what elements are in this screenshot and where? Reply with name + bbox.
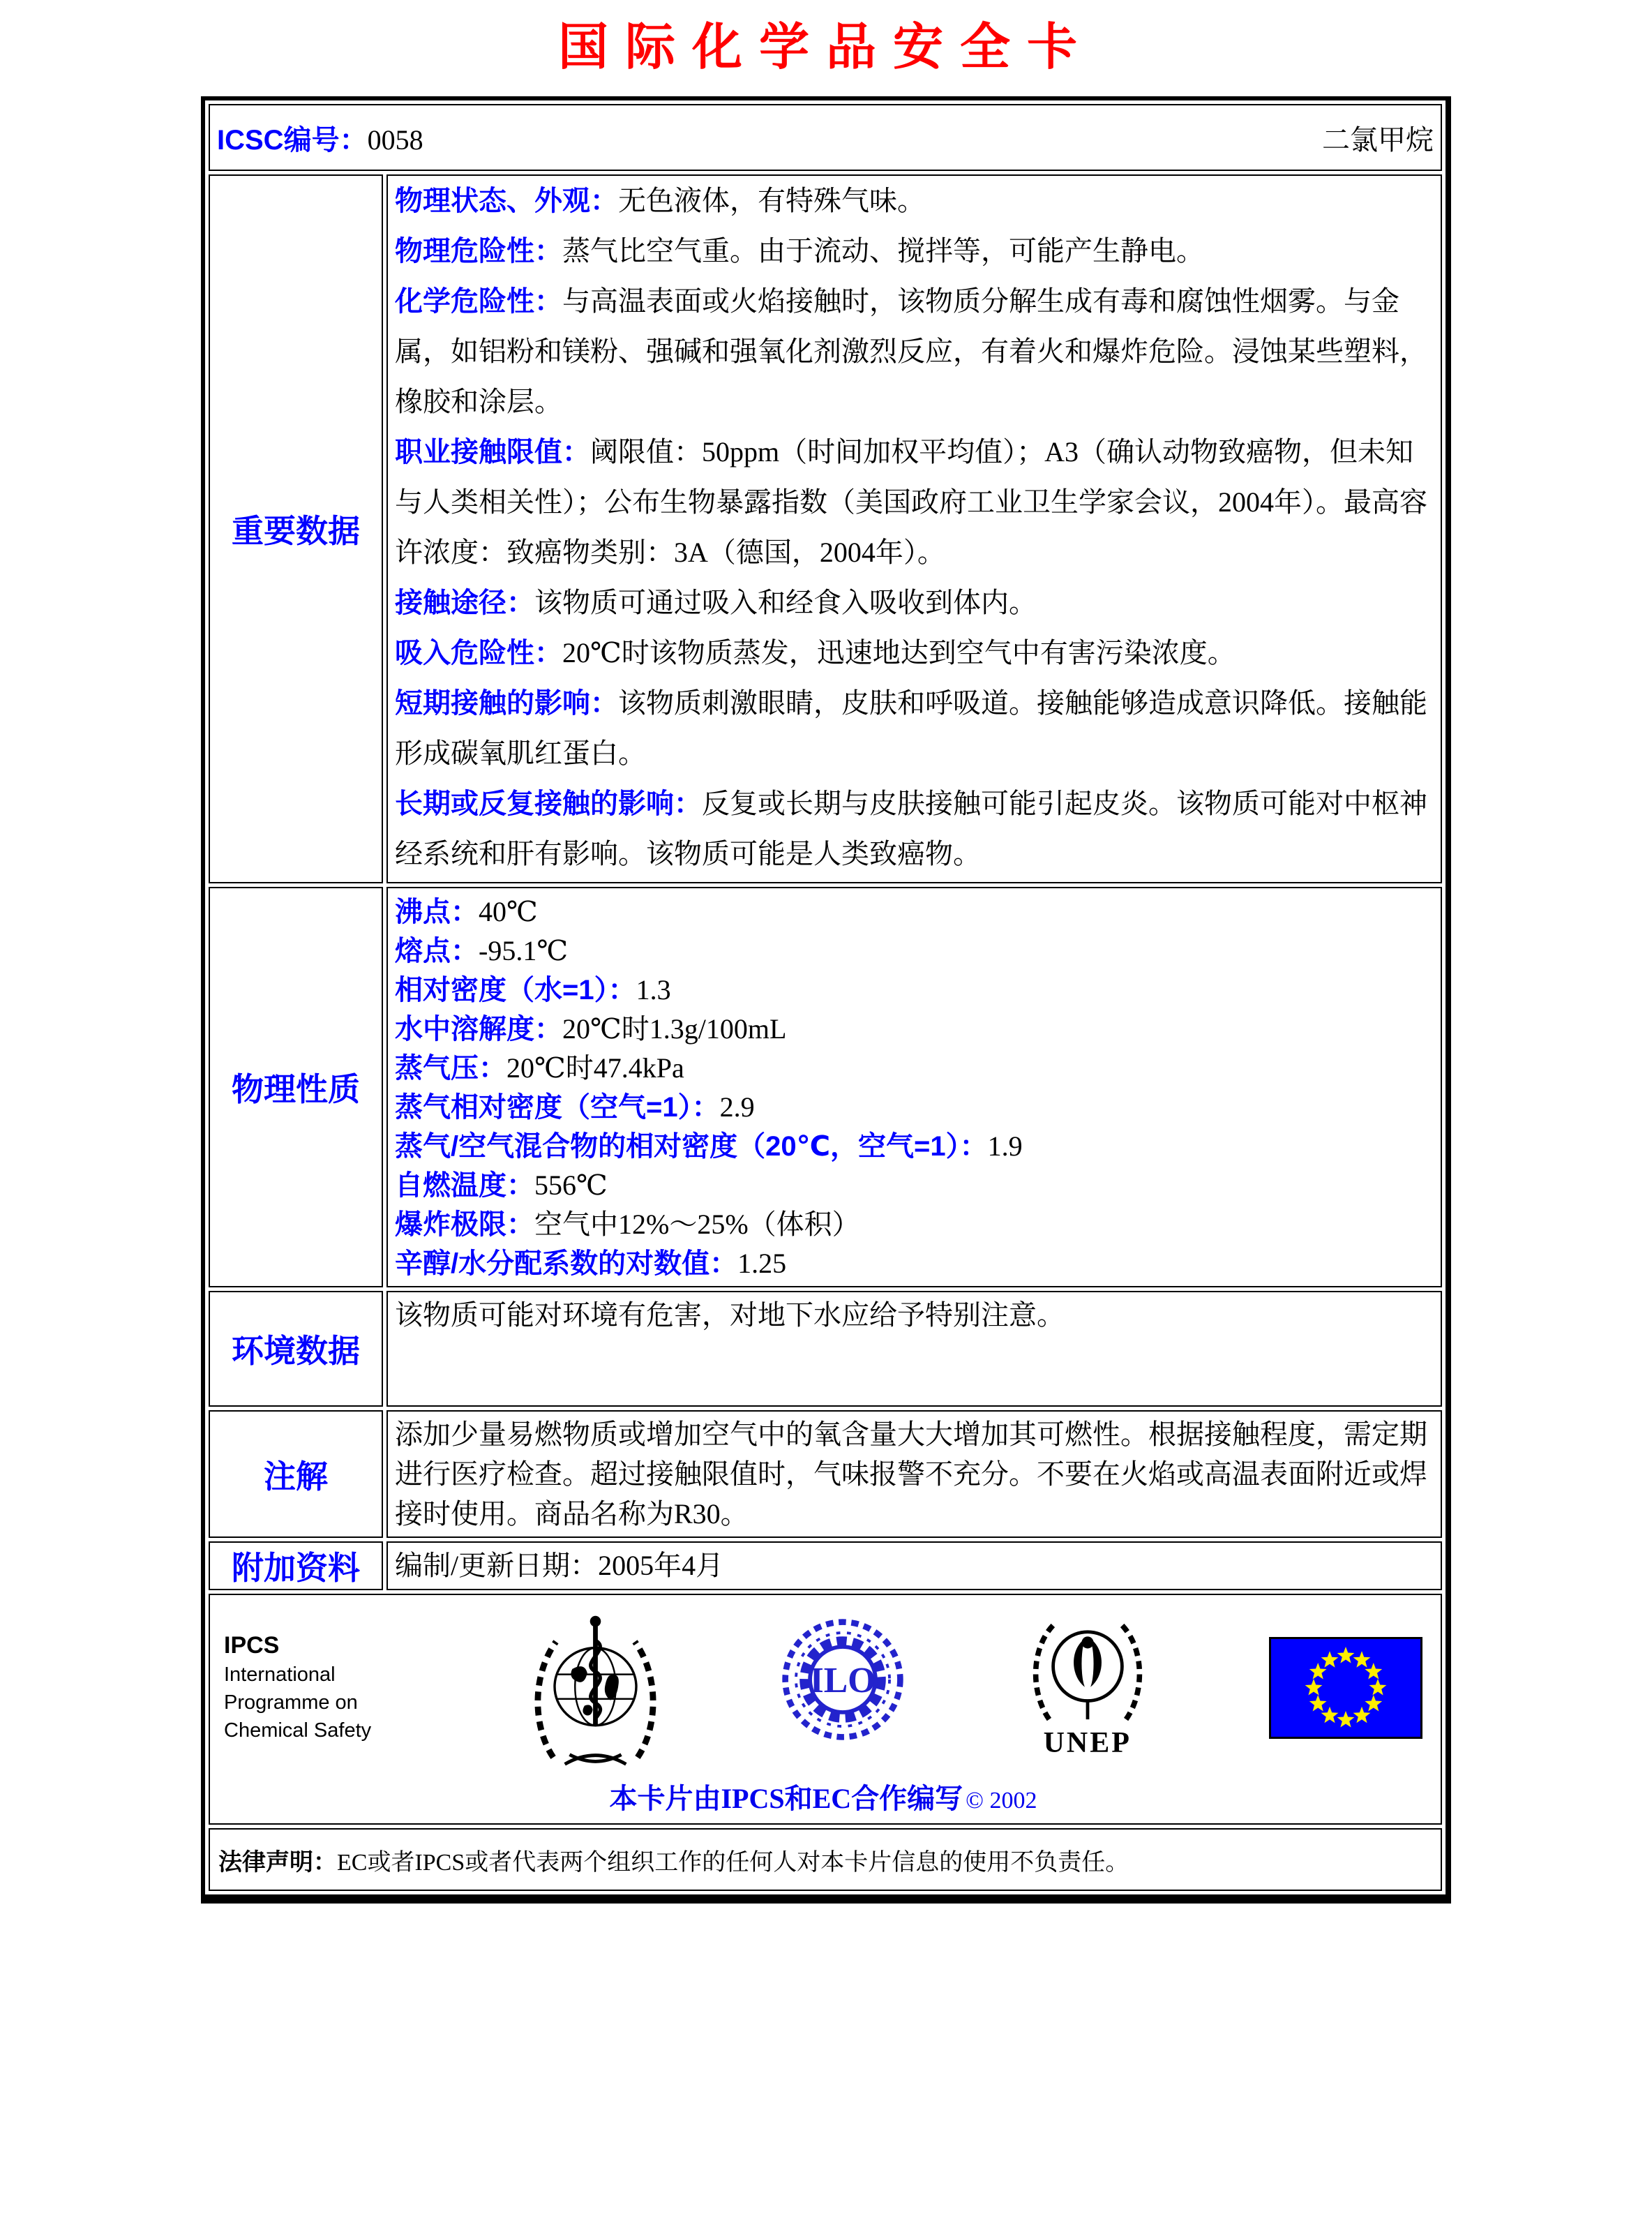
additional-info-content: 编制/更新日期：2005年4月 <box>386 1541 1442 1590</box>
property-vapor-air-mixture-density: 蒸气/空气混合物的相对密度（20℃，空气=1）：1.9 <box>395 1130 1023 1162</box>
data-item-occupational-limit: 职业接触限值：阈限值：50ppm（时间加权平均值）；A3（确认动物致癌物，但未知与人类相关性）；公布生物暴露指数（美国政府工业卫生学家会议，2004年）。最高容许浓度：致癌物类别：3A（德国，2004年）。 <box>395 436 1427 568</box>
icsc-card-page <box>0 17 1652 1904</box>
notes-row <box>209 1410 1442 1538</box>
unep-block <box>1021 1608 1154 1759</box>
page-title: 国际化学品安全卡 <box>557 20 1094 75</box>
data-item-physical-state: 物理状态、外观：无色液体，有特殊气味。 <box>395 185 925 216</box>
property-melting-point: 熔点：-95.1℃ <box>395 935 569 966</box>
caption-text: 本卡片由IPCS和EC合作编写 <box>609 1783 963 1814</box>
notes-content: 添加少量易燃物质或增加空气中的氧含量大大增加其可燃性。根据接触程度，需定期进行医疗检查。超过接触限值时，气味报警不充分。不要在火焰或高温表面附近或焊接时使用。商品名称为R30。 <box>386 1410 1442 1538</box>
data-item-long-term-effect: 长期或反复接触的影响：反复或长期与皮肤接触可能引起皮炎。该物质可能对中枢神经系统和肝有影响。该物质可能是人类致癌物。 <box>395 788 1427 869</box>
property-vapor-density: 蒸气相对密度（空气=1）：2.9 <box>395 1091 755 1123</box>
legal-label: 法律声明： <box>218 1848 337 1876</box>
property-explosive-limits: 爆炸极限：空气中12%～25%（体积） <box>395 1209 860 1240</box>
important-data-content <box>386 174 1442 883</box>
ipcs-line-1: International <box>224 1663 336 1686</box>
ipcs-line-3: Chemical Safety <box>224 1719 372 1742</box>
cooperation-caption <box>224 1777 1422 1816</box>
legal-text: EC或者IPCS或者代表两个组织工作的任何人对本卡片信息的使用不负责任。 <box>337 1849 1129 1876</box>
property-octanol-water-partition: 辛醇/水分配系数的对数值：1.25 <box>395 1248 787 1279</box>
environment-data-content: 该物质可能对环境有危害，对地下水应给予特别注意。 <box>386 1291 1442 1407</box>
property-autoignition-temperature: 自燃温度：556℃ <box>395 1169 608 1201</box>
header-cell <box>209 104 1442 171</box>
data-item-chemical-hazard: 化学危险性：与高温表面或火焰接触时，该物质分解生成有毒和腐蚀性烟雾。与金属，如铝粉和镁粉、强碱和强氧化剂激烈反应，有着火和爆炸危险。浸蚀某些塑料，橡胶和涂层。 <box>395 285 1427 417</box>
ilo-logo-icon <box>779 1616 906 1743</box>
header-row <box>209 104 1442 171</box>
important-data-row <box>209 174 1442 883</box>
additional-info-row <box>209 1541 1442 1590</box>
physical-properties-row <box>209 887 1442 1287</box>
icsc-number-value: 0058 <box>367 124 423 156</box>
section-label-additional: 附加资料 <box>209 1541 383 1590</box>
icsc-number-label: ICSC编号： <box>217 124 368 156</box>
data-item-short-term-effect: 短期接触的影响：该物质刺激眼睛，皮肤和呼吸道。接触能够造成意识降低。接触能形成碳氧肌红蛋白。 <box>395 687 1427 769</box>
unep-logo-icon <box>1021 1608 1154 1728</box>
data-item-inhalation-risk: 吸入危险性：20℃时该物质蒸发，迅速地达到空气中有害污染浓度。 <box>395 637 1236 668</box>
chemical-name: 二氯甲烷 <box>1322 124 1434 156</box>
ilo-letters: ILO <box>809 1661 876 1701</box>
legal-cell <box>209 1828 1442 1891</box>
logos-cell <box>209 1594 1442 1825</box>
legal-row <box>209 1828 1442 1891</box>
ipcs-block <box>224 1608 412 1744</box>
physical-properties-content <box>386 887 1442 1287</box>
section-label-environment: 环境数据 <box>209 1291 383 1407</box>
section-label-important: 重要数据 <box>209 174 383 883</box>
property-water-solubility: 水中溶解度：20℃时1.3g/100mL <box>395 1013 787 1045</box>
who-logo-icon <box>527 1610 663 1772</box>
ipcs-name: IPCS <box>224 1632 280 1659</box>
data-item-exposure-route: 接触途径：该物质可通过吸入和经食入吸收到体内。 <box>395 587 1037 618</box>
property-vapor-pressure: 蒸气压：20℃时47.4kPa <box>395 1052 684 1084</box>
environment-data-row <box>209 1291 1442 1407</box>
ipcs-line-2: Programme on <box>224 1691 358 1714</box>
icsc-number-group <box>217 118 423 158</box>
unep-label: UNEP <box>1043 1727 1132 1759</box>
section-label-notes: 注解 <box>209 1410 383 1538</box>
eu-flag-icon <box>1269 1637 1422 1739</box>
property-boiling-point: 沸点：40℃ <box>395 896 538 927</box>
logos-row <box>209 1594 1442 1825</box>
copyright-text: © 2002 <box>966 1788 1037 1814</box>
data-item-physical-hazard: 物理危险性：蒸气比空气重。由于流动、搅拌等，可能产生静电。 <box>395 235 1204 267</box>
property-relative-density: 相对密度（水=1）：1.3 <box>395 974 671 1005</box>
icsc-card-table <box>201 96 1451 1904</box>
section-label-physical: 物理性质 <box>209 887 383 1287</box>
